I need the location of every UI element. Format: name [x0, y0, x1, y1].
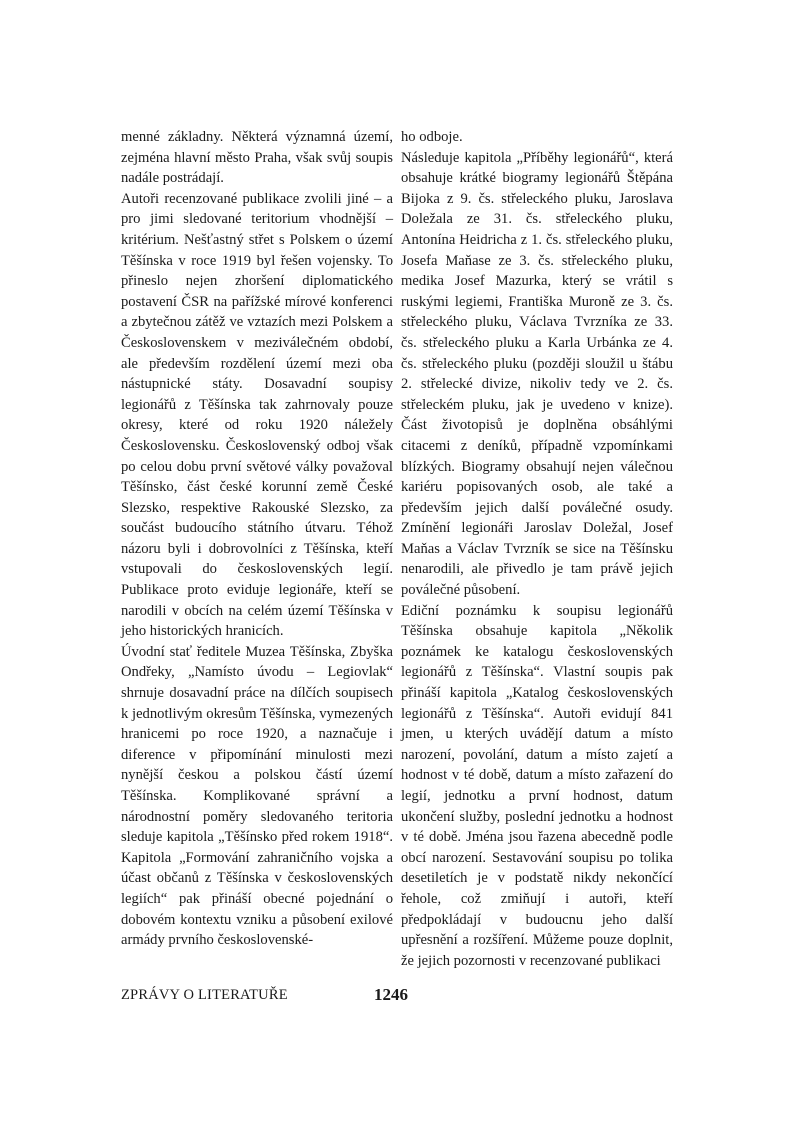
paragraph: menné základny. Některá významná území, zejména hlavní město Praha, však svůj soupis nadále postrádají.	[121, 129, 393, 187]
left-column	[121, 127, 393, 951]
page-footer	[121, 985, 673, 1009]
page-number: 1246	[374, 985, 408, 1004]
right-column	[401, 127, 673, 971]
paragraph: Ediční poznámku k soupisu legionářů Těšínska obsahuje kapitola „Několik poznámek ke katalogu československých legionářů z Těšínska“. Vlastní soupis pak přináší kapitola „Katalog československých legionářů z Těšínska“. Autoři evidují 841 jmen, u kterých uvádějí datum a místo narození, povolání, datum a místo zajetí a hodnost v té době, datum a místo zařazení do legií, jednotku a první hodnost, datum ukončení služby, poslední jednotku a hodnost v té době. Jména jsou řazena abecedně podle obcí narození. Sestavování soupisu po tolika desetiletích je v podstatě nikdy nekončící řehole, což zmiňují i autoři, kteří předpokládají v budoucnu jeho další upřesnění a rozšíření. Můžeme pouze doplnit, že jejich pozornosti v recenzované publikaci	[401, 602, 673, 969]
paragraph: Úvodní stať ředitele Muzea Těšínska, Zbyška Ondřeky, „Namísto úvodu – Legiovlak“ shrnuje dosavadní práce na dílčích soupisech k jednotlivým okresům Těšínska, vymezených hranicemi po roce 1920, a naznačuje i diference v připomínání minulosti mezi nynější českou a polskou částí území Těšínska. Komplikované správní a národnostní poměry sledovaného teritoria sleduje kapitola „Těšínsko před rokem 1918“. Kapitola „Formování zahraničního vojska a účast občanů z Těšínska v československých legiích“ pak přináší obecné pojednání o dobovém kontextu vzniku a působení exilové armády prvního československé-	[121, 643, 393, 949]
journal-name: ZPRÁVY O LITERATUŘE	[121, 987, 288, 1003]
paragraph: ho odboje.	[401, 129, 463, 145]
paragraph: Autoři recenzované publikace zvolili jiné – a pro jimi sledované teritorium vhodnější – kritérium. Nešťastný střet s Polskem o území Těšínska v roce 1919 byl řešen vojensky. To přineslo nejen zhoršení diplomatického postavení ČSR na pařížské mírové konferenci a zbytečnou zátěž ve vztazích mezi Polskem a Československem v meziválečném období, ale především rozdělení území mezi oba nástupnické státy. Dosavadní soupisy legionářů z Těšínska tak zahrnovaly pouze okresy, které od roku 1920 náležely Československu. Československý odboj však po celou dobu první světové války považoval Těšínsko, část české korunní země České Slezsko, respektive Rakouské Slezsko, za součást budoucího státního útvaru. Téhož názoru byli i dobrovolníci z Těšínska, kteří vstupovali do československých legií. Publikace proto eviduje legionáře, kteří se narodili v obcích na celém území Těšínska v jeho historických hranicích.	[121, 190, 393, 640]
paragraph: Následuje kapitola „Příběhy legionářů“, která obsahuje krátké biogramy legionářů Štěpána Bijoka z 9. čs. střeleckého pluku, Jaroslava Doležala ze 31. čs. střeleckého pluku, Antonína Heidricha z 1. čs. střeleckého pluku, Josefa Maňase ze 3. čs. střeleckého pluku, medika Josef Mazurka, který se vrátil s ruskými legiemi, Františka Muroně ze 3. čs. střeleckého pluku, Václava Tvrzníka ze 33. čs. střeleckého pluku a Karla Urbánka ze 4. čs. střeleckého pluku (později sloužil u štábu 2. střelecké divize, nikoliv tedy ve 2. čs. střeleckém pluku, jak je uvedeno v knize). Část životopisů je doplněna obsáhlými citacemi z deníků, případně vzpomínkami blízkých. Biogramy obsahují nejen válečnou kariéru popisovaných osob, ale také a především jejich další poválečné osudy. Zmínění legionáři Jaroslav Doležal, Josef Maňas a Václav Tvrzník se sice na Těšínsku nenarodili, ale přivedlo je tam právě jejich poválečné působení.	[401, 149, 673, 599]
